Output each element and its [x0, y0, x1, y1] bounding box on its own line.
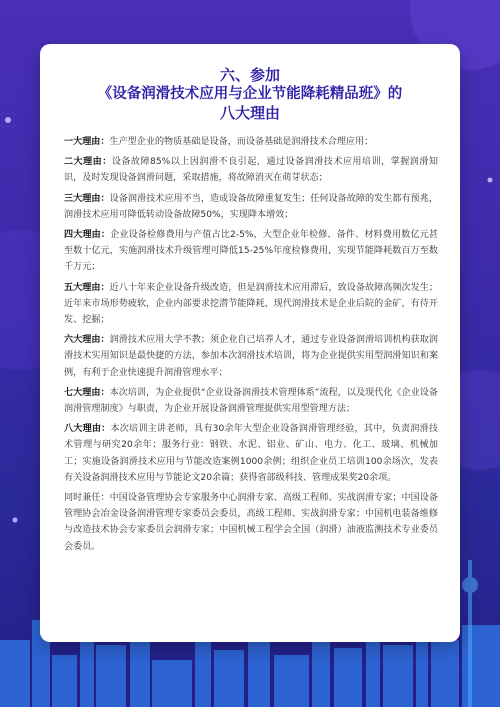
reason-item — [64, 154, 438, 186]
title-line-2: 《设备润滑技术应用与企业节能降耗精品班》的 — [97, 86, 403, 102]
reason-label: 三大理由： — [64, 193, 110, 204]
reason-item — [64, 280, 438, 329]
reason-label: 七大理由： — [64, 387, 110, 398]
reason-label: 六大理由： — [64, 335, 110, 346]
content-card — [40, 44, 460, 642]
reason-text: 生产型企业的物质基础是设备，而设备基础是润滑技术合理应用； — [109, 137, 374, 147]
reason-text: 设备润滑技术应用不当，造成设备故障重复发生；任何设备故障的发生都有预兆，润滑技术应用可降低转动设备故障50%，实现降本增效； — [64, 193, 438, 220]
title-line-3: 八大理由 — [219, 104, 280, 122]
page-title — [40, 66, 460, 123]
reason-label: 八大理由： — [64, 424, 111, 435]
reason-item — [64, 421, 438, 486]
reason-item — [64, 134, 438, 150]
reason-text: 本次培训主讲老师，具有30余年大型企业设备润滑管理经验，其中，负责润滑技术管理与研究20余年；服务行业：钢铁、水泥、铝业、矿山、电力、化工、玻璃、机械加工；实施设备润滑技术应用与节能改造案例1000余例；组织企业员工培训100余场次，发表有关设备润滑技术应用与节能论文20余篇；获得省部级科技、管理成果奖20余项。 — [64, 424, 438, 483]
reason-item — [64, 227, 438, 276]
reason-text: 润滑技术应用大学不教；须企业自己培养人才，通过专业设备润滑培训机构获取润滑技术实用知识是最快捷的方法，参加本次润滑技术培训，将为企业提供实用型润滑知识和案例，有利于企业快速提升润滑管理水平； — [64, 335, 438, 378]
title-line-1: 六、参加 — [219, 66, 280, 84]
reason-text: 本次培训，为企业提供“企业设备润滑技术管理体系”流程，以及现代化《企业设备润滑管理制度》与职责，为企业开展设备润滑管理提供实用型管理方法； — [64, 387, 438, 415]
reason-label: 一大理由： — [64, 137, 110, 147]
reason-text: 设备故障85%以上因润滑不良引起，通过设备润滑技术应用培训，掌握润滑知识，及时发现设备润滑问题，采取措施，将故障消灭在萌芽状态； — [64, 157, 438, 184]
reason-item — [64, 332, 438, 381]
reasons-list — [64, 134, 438, 559]
reason-item — [64, 385, 438, 417]
reason-label: 五大理由： — [64, 282, 110, 293]
reason-label: 四大理由： — [64, 230, 111, 241]
reason-text: 企业设备检修费用与产值占比2-5%，大型企业年检修、备件、材料费用数亿元甚至数十亿元，实施润滑技术升级管理可降低15-25%年度检修费用，实现节能降耗数百万至数千万元； — [64, 230, 438, 273]
reason-item — [64, 191, 438, 223]
reason-label: 二大理由： — [64, 157, 112, 168]
extra-credentials: 同时兼任：中国设备管理协会专家服务中心润滑专家、高级工程师、实战润滑专家；中国设备管理协会冶金设备润滑管理专家委员会委员，高级工程师、实战润滑专家；中国机电装备维修与改造技术协会专家委员会润滑专家；中国机械工程学会全国（润滑）油液监测技术专业委员会委员。 — [64, 493, 438, 552]
reason-text: 近八十年来企业设备升级改造，但是润滑技术应用滞后，致设备故障高频次发生；近年来市场形势疲软，企业内部要求挖潜节能降耗，现代润滑技术是企业后院的金矿，有待开发、挖掘； — [64, 282, 438, 326]
